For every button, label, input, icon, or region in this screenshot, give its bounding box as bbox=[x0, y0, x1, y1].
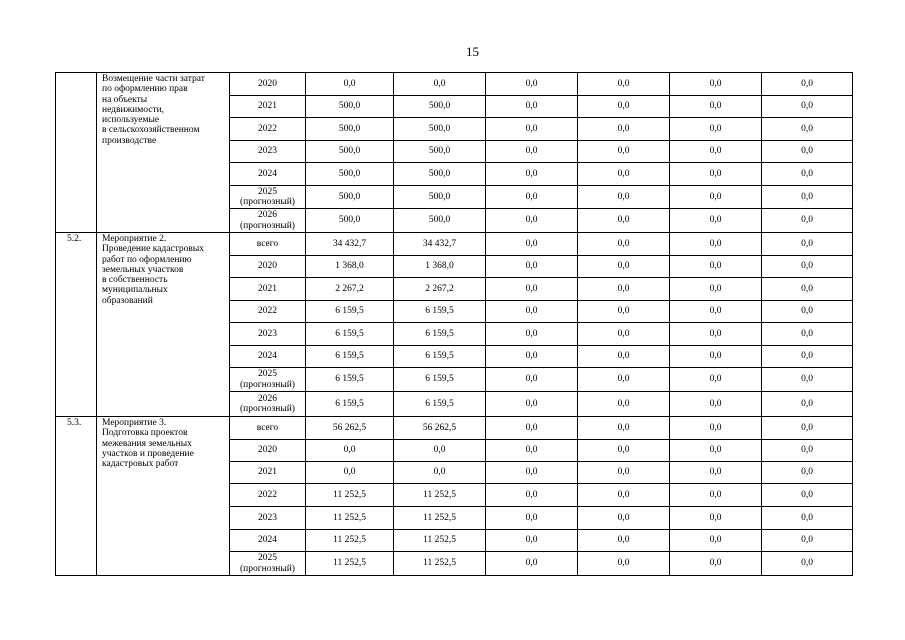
value-cell: 0,0 bbox=[670, 186, 762, 209]
value-cell: 0,0 bbox=[762, 462, 853, 484]
year-cell bbox=[230, 392, 306, 417]
value-cell: 0,0 bbox=[762, 507, 853, 530]
value-cell: 11 252,5 bbox=[394, 552, 486, 576]
year-label: 2024 bbox=[258, 351, 277, 362]
year-cell bbox=[230, 440, 306, 462]
value-cell: 0,0 bbox=[578, 484, 670, 507]
year-cell bbox=[230, 73, 306, 96]
value-cell: 0,0 bbox=[578, 73, 670, 96]
description-line: в собственность bbox=[102, 275, 168, 285]
table-row bbox=[56, 417, 853, 440]
value-cell: 500,0 bbox=[394, 163, 486, 186]
value-cell: 500,0 bbox=[394, 118, 486, 141]
value-cell: 6 159,5 bbox=[394, 301, 486, 323]
value-cell: 1 368,0 bbox=[306, 256, 394, 278]
forecast-note: (прогнозный) bbox=[240, 563, 295, 574]
year-label: 2023 bbox=[258, 328, 277, 339]
value-cell: 0,0 bbox=[394, 462, 486, 484]
value-cell: 0,0 bbox=[486, 462, 578, 484]
value-cell: 0,0 bbox=[486, 507, 578, 530]
description-line: по оформлению прав bbox=[102, 84, 188, 95]
description-line: Возмещение части затрат bbox=[102, 74, 205, 84]
description-line: недвижимости, bbox=[102, 104, 165, 115]
value-cell: 0,0 bbox=[578, 209, 670, 233]
value-cell: 0,0 bbox=[578, 368, 670, 392]
page-number: 15 bbox=[466, 44, 479, 59]
value-cell: 0,0 bbox=[486, 96, 578, 118]
value-cell: 0,0 bbox=[486, 141, 578, 163]
value-cell: 0,0 bbox=[486, 368, 578, 392]
value-cell: 1 368,0 bbox=[394, 256, 486, 278]
year-cell bbox=[230, 209, 306, 233]
value-cell: 0,0 bbox=[486, 346, 578, 368]
year-cell bbox=[230, 507, 306, 530]
table-row bbox=[56, 73, 853, 96]
description-line: Подготовка проектов bbox=[102, 428, 188, 439]
value-cell: 500,0 bbox=[306, 186, 394, 209]
value-cell: 0,0 bbox=[486, 233, 578, 256]
value-cell: 0,0 bbox=[578, 417, 670, 440]
value-cell: 0,0 bbox=[670, 530, 762, 552]
year-cell bbox=[230, 368, 306, 392]
value-cell: 11 252,5 bbox=[394, 530, 486, 552]
year-label: 2024 bbox=[258, 535, 277, 546]
value-cell: 0,0 bbox=[670, 323, 762, 346]
year-cell bbox=[230, 256, 306, 278]
year-label: 2022 bbox=[258, 306, 277, 317]
forecast-note: (прогнозный) bbox=[240, 379, 295, 390]
value-cell: 0,0 bbox=[578, 96, 670, 118]
year-cell bbox=[230, 96, 306, 118]
value-cell: 0,0 bbox=[670, 96, 762, 118]
description-line: образований bbox=[102, 295, 153, 306]
item-description bbox=[97, 417, 230, 576]
description-line: кадастровых работ bbox=[102, 459, 179, 469]
budget-table bbox=[55, 72, 853, 576]
value-cell: 6 159,5 bbox=[394, 323, 486, 346]
value-cell: 0,0 bbox=[670, 209, 762, 233]
year-cell bbox=[230, 141, 306, 163]
value-cell: 0,0 bbox=[670, 256, 762, 278]
year-label: 2022 bbox=[258, 123, 277, 134]
year-cell bbox=[230, 186, 306, 209]
value-cell: 0,0 bbox=[762, 484, 853, 507]
value-cell: 0,0 bbox=[486, 301, 578, 323]
value-cell: 500,0 bbox=[306, 96, 394, 118]
year-cell bbox=[230, 278, 306, 301]
value-cell: 0,0 bbox=[762, 301, 853, 323]
value-cell: 6 159,5 bbox=[306, 392, 394, 417]
year-label: всего bbox=[256, 422, 279, 433]
value-cell: 11 252,5 bbox=[306, 552, 394, 576]
value-cell: 0,0 bbox=[762, 440, 853, 462]
item-description bbox=[97, 73, 230, 233]
value-cell: 6 159,5 bbox=[306, 323, 394, 346]
value-cell: 0,0 bbox=[578, 141, 670, 163]
value-cell: 0,0 bbox=[670, 301, 762, 323]
description-line: Мероприятие 2. bbox=[102, 234, 167, 244]
year-label: 2022 bbox=[258, 489, 277, 500]
value-cell: 11 252,5 bbox=[306, 530, 394, 552]
description-line: земельных участков bbox=[102, 264, 184, 275]
value-cell: 500,0 bbox=[394, 141, 486, 163]
year-cell bbox=[230, 417, 306, 440]
value-cell: 56 262,5 bbox=[394, 417, 486, 440]
forecast-note: (прогнозный) bbox=[240, 404, 295, 414]
value-cell: 500,0 bbox=[306, 118, 394, 141]
value-cell: 0,0 bbox=[762, 278, 853, 301]
value-cell: 11 252,5 bbox=[306, 507, 394, 530]
year-label: 2020 bbox=[258, 445, 277, 456]
value-cell: 0,0 bbox=[670, 118, 762, 141]
value-cell: 2 267,2 bbox=[306, 278, 394, 301]
value-cell: 0,0 bbox=[670, 417, 762, 440]
value-cell: 2 267,2 bbox=[394, 278, 486, 301]
value-cell: 0,0 bbox=[486, 484, 578, 507]
year-cell bbox=[230, 118, 306, 141]
value-cell: 0,0 bbox=[394, 73, 486, 96]
value-cell: 0,0 bbox=[762, 323, 853, 346]
value-cell: 0,0 bbox=[762, 530, 853, 552]
value-cell: 0,0 bbox=[670, 73, 762, 96]
value-cell: 0,0 bbox=[486, 163, 578, 186]
description-line: Мероприятие 3. bbox=[102, 418, 167, 428]
value-cell: 0,0 bbox=[670, 552, 762, 576]
value-cell: 6 159,5 bbox=[306, 301, 394, 323]
value-cell: 0,0 bbox=[578, 118, 670, 141]
table-row bbox=[56, 233, 853, 256]
forecast-note: (прогнозный) bbox=[240, 220, 295, 231]
item-number bbox=[56, 73, 97, 233]
year-label: 2025 bbox=[258, 369, 277, 380]
year-cell bbox=[230, 301, 306, 323]
year-cell bbox=[230, 552, 306, 576]
value-cell: 0,0 bbox=[762, 163, 853, 186]
value-cell: 34 432,7 bbox=[306, 233, 394, 256]
value-cell: 0,0 bbox=[578, 163, 670, 186]
year-label: 2025 bbox=[258, 186, 277, 197]
year-cell bbox=[230, 233, 306, 256]
value-cell: 6 159,5 bbox=[306, 368, 394, 392]
value-cell: 0,0 bbox=[670, 484, 762, 507]
year-label: 2021 bbox=[258, 283, 277, 294]
value-cell: 0,0 bbox=[578, 301, 670, 323]
value-cell: 0,0 bbox=[578, 440, 670, 462]
value-cell: 0,0 bbox=[578, 507, 670, 530]
value-cell: 0,0 bbox=[486, 323, 578, 346]
value-cell: 0,0 bbox=[670, 392, 762, 417]
value-cell: 34 432,7 bbox=[394, 233, 486, 256]
description-line: межевания земельных bbox=[102, 438, 192, 449]
value-cell: 0,0 bbox=[670, 368, 762, 392]
value-cell: 500,0 bbox=[394, 96, 486, 118]
year-label: 2026 bbox=[258, 393, 277, 404]
value-cell: 500,0 bbox=[306, 163, 394, 186]
value-cell: 0,0 bbox=[578, 323, 670, 346]
description-line: в сельскохозяйственном bbox=[102, 125, 200, 136]
value-cell: 0,0 bbox=[578, 233, 670, 256]
year-label: 2024 bbox=[258, 168, 277, 179]
value-cell: 0,0 bbox=[578, 530, 670, 552]
value-cell: 0,0 bbox=[670, 440, 762, 462]
year-label: 2023 bbox=[258, 512, 277, 523]
year-cell bbox=[230, 163, 306, 186]
description-line: Проведение кадастровых bbox=[102, 244, 205, 255]
value-cell: 6 159,5 bbox=[394, 368, 486, 392]
year-cell bbox=[230, 484, 306, 507]
year-label: 2021 bbox=[258, 467, 277, 478]
item-number: 5.2. bbox=[56, 233, 97, 417]
year-cell bbox=[230, 530, 306, 552]
value-cell: 0,0 bbox=[762, 96, 853, 118]
value-cell: 0,0 bbox=[670, 462, 762, 484]
value-cell: 0,0 bbox=[578, 186, 670, 209]
item-number: 5.3. bbox=[56, 417, 97, 576]
description-line: работ по оформлению bbox=[102, 254, 192, 265]
budget-table-body bbox=[56, 73, 853, 576]
year-label: 2020 bbox=[258, 78, 277, 89]
description-line: производстве bbox=[102, 135, 157, 146]
year-cell bbox=[230, 462, 306, 484]
value-cell: 0,0 bbox=[486, 552, 578, 576]
value-cell: 500,0 bbox=[394, 209, 486, 233]
value-cell: 0,0 bbox=[486, 256, 578, 278]
value-cell: 500,0 bbox=[306, 209, 394, 233]
value-cell: 0,0 bbox=[486, 392, 578, 417]
value-cell: 0,0 bbox=[670, 278, 762, 301]
value-cell: 0,0 bbox=[762, 417, 853, 440]
value-cell: 11 252,5 bbox=[394, 507, 486, 530]
value-cell: 0,0 bbox=[486, 440, 578, 462]
year-cell bbox=[230, 346, 306, 368]
value-cell: 0,0 bbox=[578, 346, 670, 368]
value-cell: 0,0 bbox=[578, 392, 670, 417]
value-cell: 0,0 bbox=[306, 440, 394, 462]
value-cell: 6 159,5 bbox=[394, 346, 486, 368]
item-description bbox=[97, 233, 230, 417]
value-cell: 0,0 bbox=[670, 346, 762, 368]
value-cell: 0,0 bbox=[394, 440, 486, 462]
forecast-note: (прогнозный) bbox=[240, 197, 295, 207]
value-cell: 500,0 bbox=[306, 141, 394, 163]
value-cell: 0,0 bbox=[762, 209, 853, 233]
value-cell: 0,0 bbox=[762, 233, 853, 256]
year-label: 2021 bbox=[258, 101, 277, 112]
value-cell: 0,0 bbox=[306, 462, 394, 484]
description-line: используемые bbox=[102, 115, 160, 125]
value-cell: 0,0 bbox=[486, 278, 578, 301]
value-cell: 6 159,5 bbox=[394, 392, 486, 417]
description-line: на объекты bbox=[102, 94, 148, 105]
description-line: муниципальных bbox=[102, 285, 168, 296]
value-cell: 0,0 bbox=[486, 417, 578, 440]
value-cell: 11 252,5 bbox=[394, 484, 486, 507]
year-label: 2020 bbox=[258, 261, 277, 272]
value-cell: 0,0 bbox=[762, 118, 853, 141]
description-line: участков и проведение bbox=[102, 448, 194, 459]
value-cell: 500,0 bbox=[394, 186, 486, 209]
value-cell: 0,0 bbox=[762, 256, 853, 278]
value-cell: 0,0 bbox=[486, 530, 578, 552]
value-cell: 0,0 bbox=[670, 507, 762, 530]
year-label: всего bbox=[256, 238, 279, 249]
value-cell: 0,0 bbox=[762, 73, 853, 96]
value-cell: 0,0 bbox=[670, 141, 762, 163]
value-cell: 0,0 bbox=[578, 462, 670, 484]
value-cell: 0,0 bbox=[762, 346, 853, 368]
value-cell: 0,0 bbox=[486, 209, 578, 233]
year-label: 2026 bbox=[258, 210, 277, 221]
value-cell: 0,0 bbox=[578, 552, 670, 576]
value-cell: 0,0 bbox=[486, 118, 578, 141]
value-cell: 56 262,5 bbox=[306, 417, 394, 440]
value-cell: 0,0 bbox=[578, 278, 670, 301]
value-cell: 0,0 bbox=[762, 186, 853, 209]
value-cell: 11 252,5 bbox=[306, 484, 394, 507]
value-cell: 0,0 bbox=[306, 73, 394, 96]
year-cell bbox=[230, 323, 306, 346]
value-cell: 0,0 bbox=[486, 73, 578, 96]
year-label: 2023 bbox=[258, 146, 277, 157]
value-cell: 0,0 bbox=[762, 392, 853, 417]
value-cell: 0,0 bbox=[486, 186, 578, 209]
year-label: 2025 bbox=[258, 553, 277, 564]
value-cell: 0,0 bbox=[762, 141, 853, 163]
value-cell: 0,0 bbox=[670, 163, 762, 186]
value-cell: 0,0 bbox=[578, 256, 670, 278]
value-cell: 6 159,5 bbox=[306, 346, 394, 368]
value-cell: 0,0 bbox=[762, 552, 853, 576]
value-cell: 0,0 bbox=[670, 233, 762, 256]
value-cell: 0,0 bbox=[762, 368, 853, 392]
